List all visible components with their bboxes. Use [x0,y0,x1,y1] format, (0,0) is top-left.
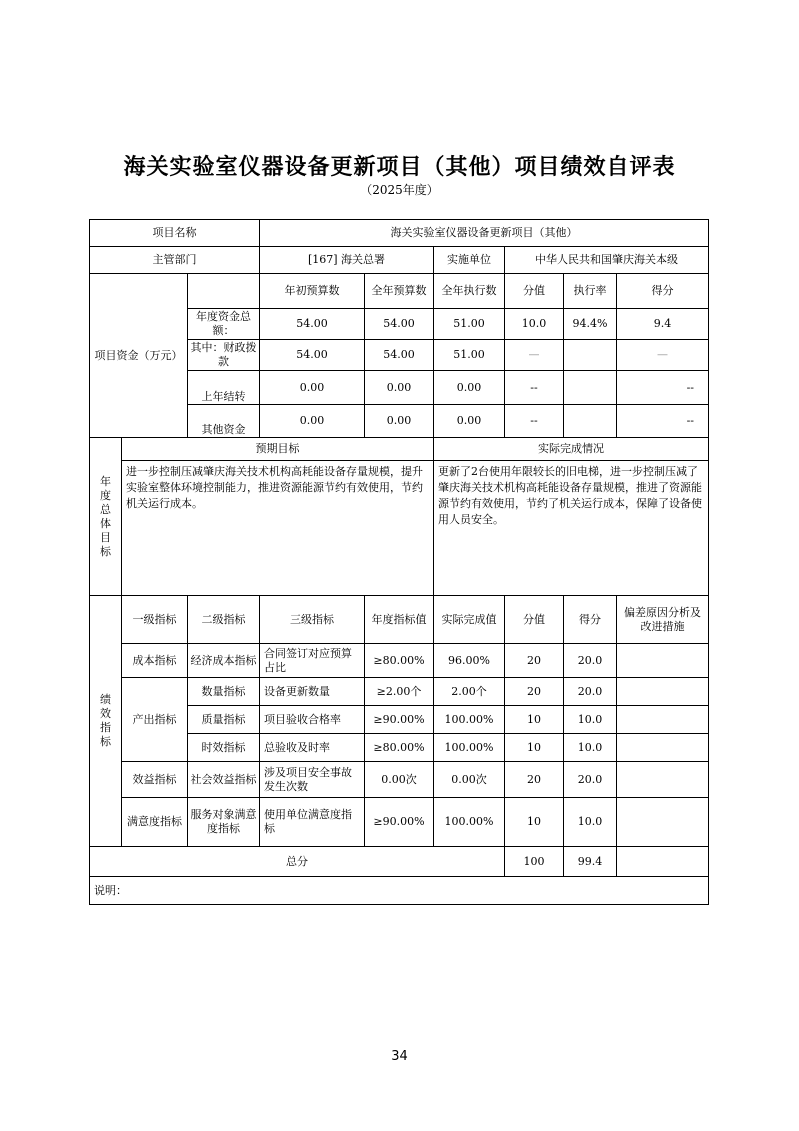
score-header: 得分 [564,596,617,644]
score-cell: 20.0 [564,678,617,706]
score-cell: 20.0 [564,644,617,678]
funds-score: -- [617,371,709,405]
actual-cell: 0.00次 [434,762,505,798]
level3-header: 三级指标 [260,596,365,644]
weight-cell: 20 [505,678,564,706]
funds-weight: — [505,340,564,371]
actual-cell: 96.00% [434,644,505,678]
funds-row-label: 年度资金总额： [188,309,260,340]
funds-header-row [90,274,709,309]
goals-content-row [90,461,709,596]
funds-weight: -- [505,405,564,438]
goals-header-row [90,438,709,461]
indicator-row [90,798,709,847]
actual-result-header: 实际完成情况 [434,438,709,461]
funds-header-blank [188,274,260,309]
score-cell: 20.0 [564,762,617,798]
deviation-header: 偏差原因分析及改进措施 [617,596,709,644]
weight-header: 分值 [505,596,564,644]
project-name-label: 项目名称 [90,220,260,247]
funds-header-executed: 全年执行数 [434,274,505,309]
funds-initial: 0.00 [260,371,365,405]
funds-score: — [617,340,709,371]
score-cell: 10.0 [564,798,617,847]
level1-cell: 产出指标 [122,678,188,762]
funds-annual: 54.00 [365,309,434,340]
target-cell: ≥90.00% [365,798,434,847]
weight-cell: 10 [505,798,564,847]
funds-row-label: 其他资金 [188,405,260,438]
implementing-unit-value: 中华人民共和国肇庆海关本级 [505,247,709,274]
level2-cell: 社会效益指标 [188,762,260,798]
implementing-unit-label: 实施单位 [434,247,505,274]
funds-executed: 0.00 [434,405,505,438]
funds-initial: 54.00 [260,309,365,340]
indicator-header-row [90,596,709,644]
level1-cell: 满意度指标 [122,798,188,847]
funds-rate [564,405,617,438]
funds-executed: 51.00 [434,309,505,340]
actual-cell: 100.00% [434,798,505,847]
funds-score: -- [617,405,709,438]
actual-cell: 100.00% [434,734,505,762]
level2-cell: 经济成本指标 [188,644,260,678]
level3-cell: 使用单位满意度指标 [260,798,365,847]
funds-label: 项目资金（万元） [90,274,188,438]
funds-executed: 0.00 [434,371,505,405]
deviation-cell [617,734,709,762]
funds-annual: 54.00 [365,340,434,371]
funds-weight: 10.0 [505,309,564,340]
actual-cell: 100.00% [434,706,505,734]
level3-cell: 设备更新数量 [260,678,365,706]
target-cell: ≥90.00% [365,706,434,734]
weight-cell: 20 [505,762,564,798]
page-number: 34 [391,1049,408,1064]
funds-row-label: 其中：财政拨款 [188,340,260,371]
evaluation-table [89,219,709,905]
actual-result-text: 更新了2台使用年限较长的旧电梯，进一步控制压减了肇庆海关技术机构高耗能设备存量规模，推进了资源能源节约有效使用，节约了机关运行成本，保障了设备使用人员安全。 [434,461,709,596]
weight-cell: 10 [505,706,564,734]
funds-row-label: 上年结转 [188,371,260,405]
note-row [90,877,709,905]
level2-cell: 质量指标 [188,706,260,734]
level3-cell: 总验收及时率 [260,734,365,762]
score-cell: 10.0 [564,706,617,734]
level3-cell: 合同签订对应预算占比 [260,644,365,678]
total-deviation [617,847,709,877]
department-value: [167] 海关总署 [260,247,434,274]
score-cell: 10.0 [564,734,617,762]
total-score: 99.4 [564,847,617,877]
funds-annual: 0.00 [365,405,434,438]
funds-initial: 0.00 [260,405,365,438]
indicator-row [90,678,709,706]
actual-header: 实际完成值 [434,596,505,644]
funds-header-initial: 年初预算数 [260,274,365,309]
level3-cell: 涉及项目安全事故发生次数 [260,762,365,798]
level1-cell: 成本指标 [122,644,188,678]
deviation-cell [617,762,709,798]
project-name-row [90,220,709,247]
target-cell: ≥80.00% [365,644,434,678]
funds-header-score: 得分 [617,274,709,309]
target-cell: ≥80.00% [365,734,434,762]
total-row [90,847,709,877]
page-subtitle: （2025年度） [360,183,439,197]
funds-annual: 0.00 [365,371,434,405]
funds-weight: -- [505,371,564,405]
note-label: 说明： [90,877,709,905]
indicator-row [90,762,709,798]
project-name-value: 海关实验室仪器设备更新项目（其他） [260,220,709,247]
level2-header: 二级指标 [188,596,260,644]
total-label: 总分 [90,847,505,877]
department-label: 主管部门 [90,247,260,274]
deviation-cell [617,678,709,706]
indicators-label: 绩效指标 [90,596,122,847]
weight-cell: 20 [505,644,564,678]
funds-header-rate: 执行率 [564,274,617,309]
funds-rate: 94.4% [564,309,617,340]
level1-header: 一级指标 [122,596,188,644]
funds-rate [564,340,617,371]
target-cell: ≥2.00个 [365,678,434,706]
funds-initial: 54.00 [260,340,365,371]
weight-cell: 10 [505,734,564,762]
target-cell: 0.00次 [365,762,434,798]
page-title: 海关实验室仪器设备更新项目（其他）项目绩效自评表 [123,154,676,180]
funds-header-weight: 分值 [505,274,564,309]
indicator-row [90,644,709,678]
deviation-cell [617,644,709,678]
funds-header-annual: 全年预算数 [365,274,434,309]
expected-goal-header: 预期目标 [122,438,434,461]
target-header: 年度指标值 [365,596,434,644]
deviation-cell [617,706,709,734]
level2-cell: 数量指标 [188,678,260,706]
level2-cell: 时效指标 [188,734,260,762]
expected-goal-text: 进一步控制压减肇庆海关技术机构高耗能设备存量规模，提升实验室整体环境控制能力，推进资源能源节约有效使用，节约机关运行成本。 [122,461,434,596]
level2-cell: 服务对象满意度指标 [188,798,260,847]
funds-rate [564,371,617,405]
total-weight: 100 [505,847,564,877]
level3-cell: 项目验收合格率 [260,706,365,734]
level1-cell: 效益指标 [122,762,188,798]
department-row [90,247,709,274]
annual-goals-label: 年度总体目标 [90,438,122,596]
actual-cell: 2.00个 [434,678,505,706]
funds-executed: 51.00 [434,340,505,371]
funds-score: 9.4 [617,309,709,340]
deviation-cell [617,798,709,847]
